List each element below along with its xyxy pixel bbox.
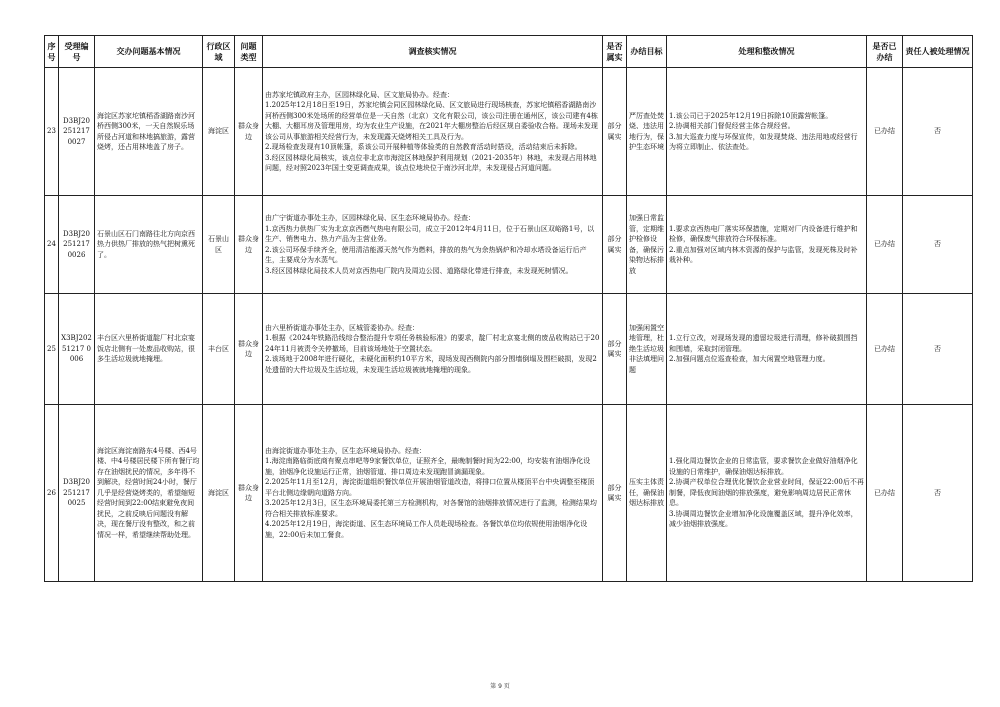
- header-id: 受理编号: [59, 36, 95, 68]
- header-closed: 是否已办结: [867, 36, 903, 68]
- investigation-line: 1.2025年12月18日至19日，苏家坨镇会同区园林绿化局、区文旅局进行现场核查，苏家坨镇稻香湖路南沙河桥西侧300米处场所的经营单位是一天自然（北京）文化有限公司，该公司注册在通州区，该公司建有4栋大棚、大棚耳房及管理用房，均为农业生产设施，在2021年大棚房整治后经区规自委验收合格。现场未发现该公司从事旅游相关经营行为，未发现露天烧烤相关工具及行为。: [265, 101, 598, 141]
- header-district: 行政区域: [203, 36, 235, 68]
- cell-type: 群众身边: [235, 68, 263, 196]
- cell-type: 群众身边: [235, 196, 263, 294]
- table-row: [45, 196, 973, 294]
- cell-closed: 已办结: [867, 196, 903, 294]
- cell-problem: 丰台区六里桥街道靛厂村北京宴饭店北侧有一处废品收购站，很多生活垃圾就地掩埋。: [95, 294, 203, 405]
- table-row: [45, 405, 973, 582]
- investigation-line: 由六里桥街道办事处主办，区城管委协办。经查：: [265, 323, 419, 332]
- cell-id: D3BJ20251217 0026: [59, 196, 95, 294]
- cell-handling: [667, 294, 867, 405]
- cell-verified: 部分属实: [603, 294, 627, 405]
- cell-district: 丰台区: [203, 294, 235, 405]
- cell-closed: 已办结: [867, 294, 903, 405]
- investigation-line: 3.2025年12月3日，区生态环境局委托第三方检测机构，对各餐馆的油烟排放情况进行了监测，检测结果均符合相关排放标准要求。: [265, 499, 597, 518]
- cell-punished: 否: [903, 294, 973, 405]
- cell-verified: 部分属实: [603, 196, 627, 294]
- handling-line: 2.协调产权单位合理优化餐饮企业营业时间，保证22:00后不再制餐，降低夜间油烟的排放强度，避免影响周边居民正常休息。: [669, 478, 864, 508]
- cell-seq: 24: [45, 196, 59, 294]
- handling-line: 2.重点加强对区域内林木资源的保护与监管，发现死株及时补栽补种。: [669, 245, 858, 264]
- investigation-line: 1.海淀南路临街底商有聚点串吧等9家餐饮单位，证照齐全，最晚制餐时间为22:00，均安装有油烟净化设施，油烟净化设施运行正常，油烟管道、排口周边未发现跑冒滴漏现象。: [265, 457, 591, 476]
- cell-id: D3BJ20251217 0027: [59, 68, 95, 196]
- cell-id: X3BJ20251217 0006: [59, 294, 95, 405]
- cell-district: 石景山区: [203, 196, 235, 294]
- cell-investigation: [263, 294, 603, 405]
- investigation-line: 4.2025年12月19日，海淀街道、区生态环境局工作人员赴现场检查。各餐饮单位均依规使用油烟净化设施，22:00后未加工餐食。: [265, 520, 588, 539]
- cell-investigation: [263, 196, 603, 294]
- cell-goal: 压实主体责任，确保油烟达标排放: [627, 405, 667, 582]
- cell-punished: 否: [903, 68, 973, 196]
- cell-problem: 石景山区石门南路往北方向京西热力供热厂排放的热气把树熏死了。: [95, 196, 203, 294]
- cell-handling: [667, 68, 867, 196]
- investigation-line: 由广宁街道办事处主办，区园林绿化局、区生态环境局协办。经查：: [265, 214, 475, 222]
- cell-verified: 部分属实: [603, 68, 627, 196]
- investigation-line: 由海淀街道办事处主办，区生态环境局协办。经查：: [265, 446, 426, 455]
- header-verified: 是否属实: [603, 36, 627, 68]
- investigation-line: 由苏家坨镇政府主办，区园林绿化局、区文旅局协办。经查：: [265, 90, 454, 99]
- cell-problem: 海淀区海淀南路东4号楼、西4号楼、中4号楼居民楼下所有餐厅均存在油烟扰民的情况，多年得不到解决，经营时间24小时，餐厅几乎是经营烧烤类的，希望缩短经营时间到22:00结束避免夜间扰民，之前反映后问题没有解决，现在餐厅没有整改，和之前情况一样，希望继续帮助处理。: [95, 405, 203, 582]
- investigation-line: 2.该场地于2008年进行硬化，未硬化面积约10平方米，现场发现西侧院内部分围墙倒塌及围栏破损，发现2处遗留的大件垃圾及生活垃圾，未发现生活垃圾被就地掩埋的现象。: [265, 355, 597, 374]
- cell-closed: 已办结: [867, 68, 903, 196]
- investigation-line: 2.2025年11月至12月，海淀街道组织餐饮单位开展油烟管道改造，将排口位置从楼顶平台中央调整至楼顶平台北侧边缘朝向道路方向。: [265, 478, 595, 497]
- cell-id: D3BJ20251217 0025: [59, 405, 95, 582]
- handling-line: 2.加强问题点位巡查检查，加大闲置空地管理力度。: [669, 355, 830, 364]
- handling-line: 2.协调相关部门督促经营主体合规经营。: [669, 122, 795, 130]
- cell-goal: 严厉查处焚烧、违法用地行为，保护生态环境: [627, 68, 667, 196]
- cell-goal: 加强闲置空地管理，杜绝生活垃圾非法填埋问题: [627, 294, 667, 405]
- investigation-line: 2.现场检查发现有10顶帐篷，系该公司开展种植等体验类的自然教育活动时搭设，活动结束后未拆除。: [265, 143, 582, 151]
- investigation-line: 1.根据《2024年铁路沿线综合整治提升专项任务核验标准》的要求，靛厂村北京宴北侧的废品收购站已于2024年11月被责令关停撤场，目前该场地处于空置状态。: [265, 334, 600, 353]
- cell-district: 海淀区: [203, 405, 235, 582]
- cell-handling: [667, 196, 867, 294]
- header-handling: 处理和整改情况: [667, 36, 867, 68]
- header-row: [45, 36, 973, 68]
- table-row: [45, 68, 973, 196]
- case-table: [44, 35, 973, 582]
- header-goal: 办结目标: [627, 36, 667, 68]
- cell-punished: 否: [903, 405, 973, 582]
- handling-line: 1.该公司已于2025年12月19日拆除10顶露营帐篷。: [669, 111, 833, 120]
- cell-investigation: [263, 405, 603, 582]
- cell-seq: 26: [45, 405, 59, 582]
- cell-problem: 海淀区苏家坨镇稻香湖路南沙河桥西侧300米，一天自然娱乐场所侵占河道和林地搞旅游，露营烧烤，还占用林地盖了房子。: [95, 68, 203, 196]
- header-type: 问题类型: [235, 36, 263, 68]
- cell-goal: 加强日常监管，定期维护检修设备，确保污染物达标排放: [627, 196, 667, 294]
- cell-seq: 23: [45, 68, 59, 196]
- table-row: [45, 294, 973, 405]
- header-seq: 序号: [45, 36, 59, 68]
- investigation-line: 3.经区园林绿化局技术人员对京西热电厂院内及周边公园、道路绿化带进行排查，未发现死树情况。: [265, 266, 573, 275]
- cell-verified: 部分属实: [603, 405, 627, 582]
- investigation-line: 1.京西热力供热厂实为北京京西燃气热电有限公司，成立于2012年4月11日，位于石景山区双峪路1号，以生产、销售电力、热力产品为主营业务。: [265, 224, 595, 243]
- cell-type: 群众身边: [235, 294, 263, 405]
- cell-seq: 25: [45, 294, 59, 405]
- cell-closed: 已办结: [867, 405, 903, 582]
- investigation-line: 2.该公司环保手续齐全，使用清洁能源天然气作为燃料，排放的热气为余热锅炉和冷却水塔设备运行后产生，主要成分为水蒸气。: [265, 245, 587, 264]
- investigation-line: 3.经区园林绿化局核实，该点位非北京市海淀区林地保护利用规划（2021-2035年）林地，未发现占用林地问题，经对照2023年国土变更调查成果，该点位地块位于南沙河北岸，未发现侵占河道问题。: [265, 153, 597, 172]
- cell-punished: 否: [903, 196, 973, 294]
- handling-line: 1.立行立改，对现场发现的遗留垃圾进行清理，修补破损围挡和围墙，采取封闭管理。: [669, 334, 858, 353]
- cell-district: 海淀区: [203, 68, 235, 196]
- cell-handling: [667, 405, 867, 582]
- header-investigation: 调查核实情况: [263, 36, 603, 68]
- cell-investigation: [263, 68, 603, 196]
- handling-line: 3.加大巡查力度与环保宣传，如发现焚烧、违法用地或经营行为将立即制止、依法查处。: [669, 132, 858, 151]
- header-punished: 责任人被处理情况: [903, 36, 973, 68]
- handling-line: 1.要求京西热电厂落实环保措施，定期对厂内设备进行维护和检修，确保废气排放符合环保标准。: [669, 224, 858, 243]
- page-number: 第 9 页: [490, 683, 510, 690]
- handling-line: 3.协调周边餐饮企业增加净化设施覆盖区域，提升净化效率，减少油烟排放强度。: [669, 509, 858, 529]
- header-problem: 交办问题基本情况: [95, 36, 203, 68]
- handling-line: 1.强化周边餐饮企业的日常监管，要求餐饮企业做好油烟净化设施的日常维护，确保油烟达标排放。: [669, 457, 858, 476]
- cell-type: 群众身边: [235, 405, 263, 582]
